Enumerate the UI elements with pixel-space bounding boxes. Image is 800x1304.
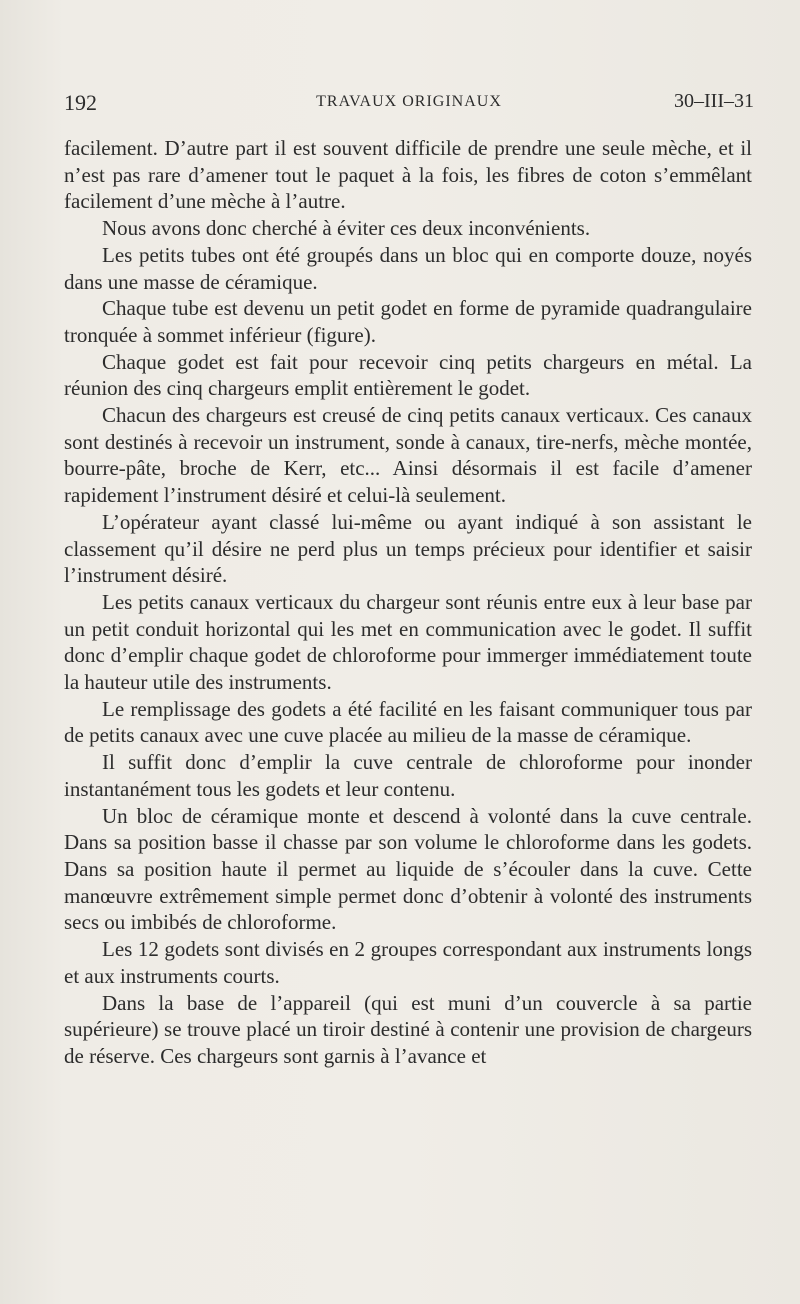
page-number: 192: [64, 90, 97, 115]
paragraph: Le remplissage des godets a été facilité en les faisant communiquer tous par de petits canaux avec une cuve placée au milieu de la masse de céramique.: [64, 696, 752, 748]
body-text: [64, 135, 752, 1070]
paragraph: Les 12 godets sont divisés en 2 groupes correspondant aux instruments longs et aux instruments courts.: [64, 937, 752, 988]
paragraph: Il suffit donc d’emplir la cuve centrale de chloroforme pour inonder instantanément tous les godets et leur contenu.: [64, 750, 752, 801]
paragraph: Chacun des chargeurs est creusé de cinq petits canaux verticaux. Ces canaux sont destinés à recevoir un instrument, sonde à canaux, tire-nerfs, mèche montée, bourre-pâte, broche de Kerr, etc... Ainsi désormais il est facile d’amener rapidement l’instrument désiré et celui-là seulement.: [64, 403, 752, 508]
paragraph: Dans la base de l’appareil (qui est muni d’un couvercle à sa partie supérieure) se trouve placé un tiroir destiné à contenir une provision de chargeurs de réserve. Ces chargeurs sont garnis à l’avance et: [64, 990, 752, 1068]
paragraph: Un bloc de céramique monte et descend à volonté dans la cuve centrale. Dans sa position basse il chasse par son volume le chloroforme dans les godets. Dans sa position haute il permet au liquide de s’écouler dans la cuve. Cette manœuvre extrêmement simple permet donc d’obtenir à volonté des instruments secs ou imbibés de chloroforme.: [64, 803, 752, 935]
paragraph: Chaque tube est devenu un petit godet en forme de pyramide quadrangulaire tronquée à sommet inférieur (figure).: [64, 296, 752, 347]
paragraph: Nous avons donc cherché à éviter ces deux inconvénients.: [102, 216, 591, 241]
running-head: [64, 90, 754, 114]
paragraph: Les petits canaux verticaux du chargeur sont réunis entre eux à leur base par un petit conduit horizontal qui les met en communication avec le godet. Il suffit donc d’emplir chaque godet de chloroforme pour immerger immédiatement toute la hauteur utile des instruments.: [64, 589, 752, 695]
paragraph: Chaque godet est fait pour recevoir cinq petits chargeurs en métal. La réunion des cinq chargeurs emplit entièrement le godet.: [64, 349, 752, 401]
paragraph: facilement. D’autre part il est souvent difficile de prendre une seule mèche, et il n’est pas rare d’amener tout le paquet à la fois, les fibres de coton s’emmêlant facilement d’une mèche à l’autre.: [64, 136, 752, 214]
paragraph: Les petits tubes ont été groupés dans un bloc qui en comporte douze, noyés dans une masse de céramique.: [64, 242, 752, 294]
issue-date: 30–III–31: [674, 90, 754, 112]
paragraph: L’opérateur ayant classé lui-même ou ayant indiqué à son assistant le classement qu’il désire ne perd plus un temps précieux pour identifier et saisir l’instrument désiré.: [64, 509, 752, 588]
running-title: TRAVAUX ORIGINAUX: [316, 93, 502, 110]
